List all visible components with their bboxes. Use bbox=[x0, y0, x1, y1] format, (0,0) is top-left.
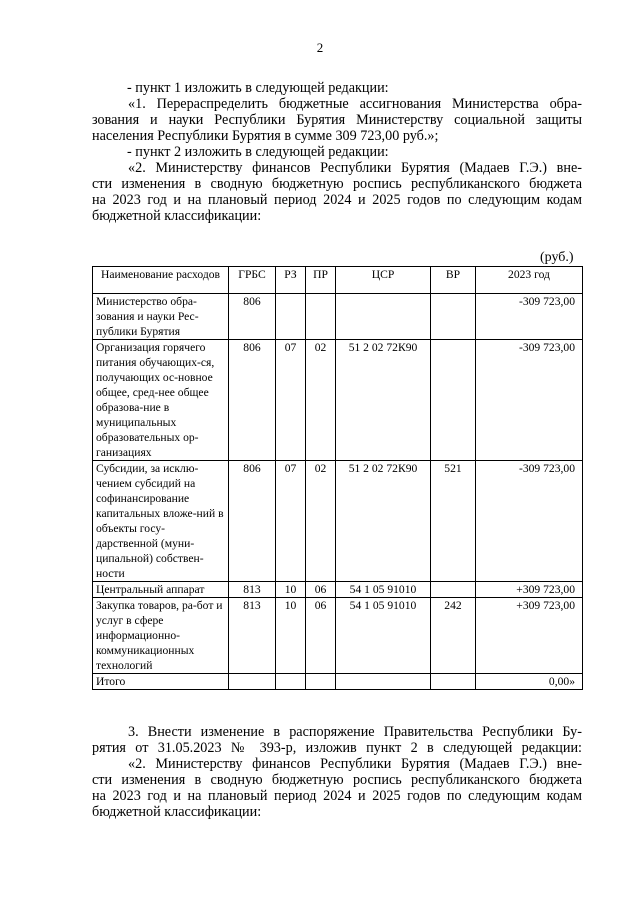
row-amount: +309 723,00 bbox=[476, 598, 583, 674]
row-pr: 06 bbox=[306, 598, 336, 674]
row-vr: 242 bbox=[431, 598, 476, 674]
row-csr bbox=[336, 294, 431, 340]
row-rz bbox=[276, 294, 306, 340]
row-amount: -309 723,00 bbox=[476, 294, 583, 340]
row-name: Закупка товаров, ра-бот и услуг в сфере информационно-коммуникационных технологий bbox=[93, 598, 229, 674]
row-csr bbox=[336, 674, 431, 690]
row-grbs: 806 bbox=[229, 340, 276, 461]
section-3 bbox=[92, 724, 582, 820]
section3-line-2: рятия от 31.05.2023 № 393-р, изложив пункт 2 в следующей редакции: bbox=[92, 740, 582, 756]
header-pr: ПР bbox=[306, 267, 336, 294]
row-name: Субсидии, за исклю-чением субсидий на софинансирование капитальных вложе-ний в объекты госу-дарственной (муни-ципальной) собствен-ности bbox=[93, 461, 229, 582]
row-pr: 02 bbox=[306, 340, 336, 461]
row-vr: 521 bbox=[431, 461, 476, 582]
row-amount: +309 723,00 bbox=[476, 582, 583, 598]
row-rz: 10 bbox=[276, 582, 306, 598]
row-rz: 10 bbox=[276, 598, 306, 674]
row-amount: -309 723,00 bbox=[476, 340, 583, 461]
row-vr bbox=[431, 674, 476, 690]
intro-paragraphs bbox=[92, 80, 582, 224]
item2-line-4: бюджетной классификации: bbox=[92, 208, 262, 224]
row-rz: 07 bbox=[276, 461, 306, 582]
row-vr bbox=[431, 340, 476, 461]
header-vr: ВР bbox=[431, 267, 476, 294]
row-amount: 0,00» bbox=[476, 674, 583, 690]
row-grbs: 813 bbox=[229, 598, 276, 674]
row-rz bbox=[276, 674, 306, 690]
table-row bbox=[93, 598, 583, 674]
item1-line-1: «1. Перераспределить бюджетные ассигнования Министерства обра- bbox=[128, 96, 582, 112]
budget-table bbox=[92, 266, 583, 690]
row-pr: 02 bbox=[306, 461, 336, 582]
row-grbs: 813 bbox=[229, 582, 276, 598]
row-vr bbox=[431, 582, 476, 598]
row-name: Итого bbox=[93, 674, 229, 690]
header-grbs: ГРБС bbox=[229, 267, 276, 294]
row-grbs: 806 bbox=[229, 294, 276, 340]
header-csr: ЦСР bbox=[336, 267, 431, 294]
row-grbs bbox=[229, 674, 276, 690]
section3-line-4: сти изменения в сводную бюджетную роспись республиканского бюджета bbox=[92, 772, 582, 788]
section3-line-6: бюджетной классификации: bbox=[92, 804, 262, 820]
item2-line-3: на 2023 год и на плановый период 2024 и 2025 годов по следующим кодам bbox=[92, 192, 582, 208]
section3-line-3: «2. Министерству финансов Республики Бурятия (Мадаев Г.Э.) вне- bbox=[128, 756, 582, 772]
header-name: Наименование расходов bbox=[93, 267, 229, 294]
table-row bbox=[93, 294, 583, 340]
table-row bbox=[93, 340, 583, 461]
item1-line-2: зования и науки Республики Бурятия Министерству социальной защиты bbox=[92, 112, 582, 128]
row-pr bbox=[306, 674, 336, 690]
row-name: Центральный аппарат bbox=[93, 582, 229, 598]
row-csr: 51 2 02 72К90 bbox=[336, 461, 431, 582]
row-grbs: 806 bbox=[229, 461, 276, 582]
row-csr: 51 2 02 72К90 bbox=[336, 340, 431, 461]
header-year: 2023 год bbox=[476, 267, 583, 294]
section3-line-1: 3. Внести изменение в распоряжение Правительства Республики Бу- bbox=[128, 724, 582, 740]
table-row bbox=[93, 461, 583, 582]
item2-line-2: сти изменения в сводную бюджетную роспись республиканского бюджета bbox=[92, 176, 582, 192]
intro-line-1: - пункт 1 изложить в следующей редакции: bbox=[127, 80, 389, 96]
table-header-row bbox=[93, 267, 583, 294]
row-pr: 06 bbox=[306, 582, 336, 598]
header-rz: РЗ bbox=[276, 267, 306, 294]
row-name: Организация горячего питания обучающих-ся, получающих ос-новное общее, сред-нее общее образова-ние в муниципальных образовательных ор-ганизациях bbox=[93, 340, 229, 461]
table-row-total bbox=[93, 674, 583, 690]
row-amount: -309 723,00 bbox=[476, 461, 583, 582]
item1-line-3: населения Республики Бурятия в сумме 309 723,00 руб.»; bbox=[92, 128, 439, 144]
item2-line-1: «2. Министерству финансов Республики Бурятия (Мадаев Г.Э.) вне- bbox=[128, 160, 582, 176]
intro-line-2: - пункт 2 изложить в следующей редакции: bbox=[127, 144, 389, 160]
unit-label: (руб.) bbox=[540, 250, 574, 265]
row-csr: 54 1 05 91010 bbox=[336, 582, 431, 598]
row-name: Министерство обра-зования и науки Рес-публики Бурятия bbox=[93, 294, 229, 340]
row-pr bbox=[306, 294, 336, 340]
row-rz: 07 bbox=[276, 340, 306, 461]
row-csr: 54 1 05 91010 bbox=[336, 598, 431, 674]
section3-line-5: на 2023 год и на плановый период 2024 и 2025 годов по следующим кодам bbox=[92, 788, 582, 804]
row-vr bbox=[431, 294, 476, 340]
page-number: 2 bbox=[316, 40, 324, 55]
table-row bbox=[93, 582, 583, 598]
